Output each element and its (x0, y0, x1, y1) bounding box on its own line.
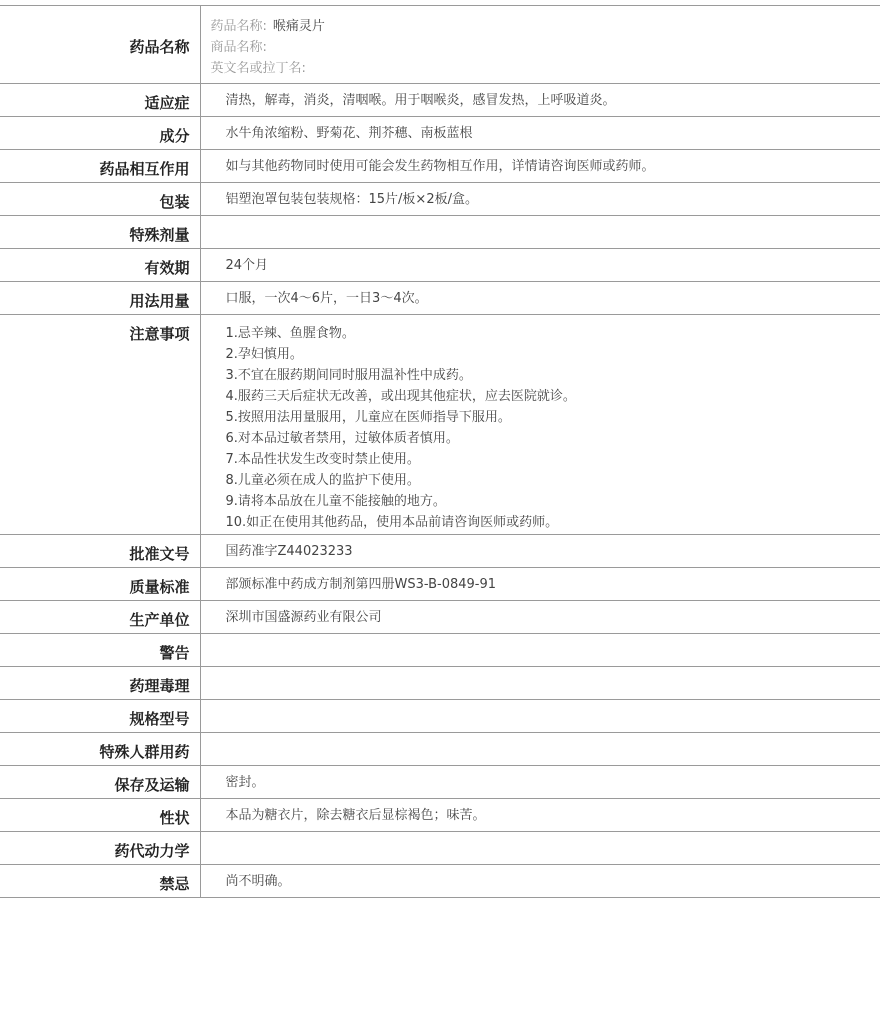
value-indications: 清热，解毒，消炎，清咽喉。用于咽喉炎，感冒发热，上呼吸道炎。 (200, 84, 880, 117)
drug-spec-table (0, 5, 880, 898)
value-drug-name (200, 6, 880, 84)
label-special-dosage: 特殊剂量 (0, 216, 200, 249)
precaution-item: 8.儿童必须在成人的监护下使用。 (225, 473, 420, 488)
value-description: 本品为糖衣片，除去糖衣后显棕褐色；味苦。 (200, 799, 880, 832)
value-manufacturer: 深圳市国盛源药业有限公司 (200, 601, 880, 634)
precaution-item: 1.忌辛辣、鱼腥食物。 (225, 326, 355, 341)
trade-name-label: 商品名称: (210, 40, 267, 55)
row-description (0, 799, 880, 832)
row-ingredients (0, 117, 880, 150)
row-drug-name (0, 6, 880, 84)
label-packaging: 包装 (0, 183, 200, 216)
label-manufacturer: 生产单位 (0, 601, 200, 634)
precautions-list (226, 323, 880, 533)
label-usage: 用法用量 (0, 282, 200, 315)
value-pharmacokinetics (200, 832, 880, 865)
row-warning (0, 634, 880, 667)
label-warning: 警告 (0, 634, 200, 667)
label-spec-model: 规格型号 (0, 700, 200, 733)
value-spec-model (200, 700, 880, 733)
value-special-population (200, 733, 880, 766)
value-toxicology (200, 667, 880, 700)
value-special-dosage (200, 216, 880, 249)
value-contraindications: 尚不明确。 (200, 865, 880, 898)
generic-name-label: 药品名称: (210, 19, 267, 34)
label-storage: 保存及运输 (0, 766, 200, 799)
row-spec-model (0, 700, 880, 733)
label-ingredients: 成分 (0, 117, 200, 150)
label-drug-name: 药品名称 (0, 6, 200, 84)
precaution-item: 2.孕妇慎用。 (225, 347, 303, 362)
label-indications: 适应症 (0, 84, 200, 117)
label-pharmacokinetics: 药代动力学 (0, 832, 200, 865)
row-pharmacokinetics (0, 832, 880, 865)
row-special-dosage (0, 216, 880, 249)
label-description: 性状 (0, 799, 200, 832)
label-contraindications: 禁忌 (0, 865, 200, 898)
latin-name-label: 英文名或拉丁名: (210, 61, 306, 76)
row-packaging (0, 183, 880, 216)
precaution-item: 4.服药三天后症状无改善，或出现其他症状，应去医院就诊。 (225, 389, 576, 404)
value-interactions: 如与其他药物同时使用可能会发生药物相互作用，详情请咨询医师或药师。 (200, 150, 880, 183)
row-storage (0, 766, 880, 799)
precaution-item: 3.不宜在服药期间同时服用温补性中成药。 (225, 368, 472, 383)
precaution-item: 10.如正在使用其他药品，使用本品前请咨询医师或药师。 (225, 515, 559, 530)
label-standard: 质量标准 (0, 568, 200, 601)
precaution-item: 7.本品性状发生改变时禁止使用。 (225, 452, 420, 467)
value-standard: 部颁标准中药成方制剂第四册WS3-B-0849-91 (200, 568, 880, 601)
value-ingredients: 水牛角浓缩粉、野菊花、荆芥穗、南板蓝根 (200, 117, 880, 150)
value-validity: 24个月 (200, 249, 880, 282)
value-warning (200, 634, 880, 667)
value-approval: 国药准字Z44023233 (200, 535, 880, 568)
row-indications (0, 84, 880, 117)
value-packaging: 铝塑泡罩包装包装规格：15片/板×2板/盒。 (200, 183, 880, 216)
row-standard (0, 568, 880, 601)
row-toxicology (0, 667, 880, 700)
label-approval: 批准文号 (0, 535, 200, 568)
row-approval (0, 535, 880, 568)
row-contraindications (0, 865, 880, 898)
label-special-population: 特殊人群用药 (0, 733, 200, 766)
row-special-population (0, 733, 880, 766)
row-manufacturer (0, 601, 880, 634)
row-precautions (0, 315, 880, 535)
row-usage (0, 282, 880, 315)
label-precautions: 注意事项 (0, 315, 200, 535)
row-interactions (0, 150, 880, 183)
value-precautions (200, 315, 880, 535)
label-validity: 有效期 (0, 249, 200, 282)
value-usage: 口服，一次4～6片，一日3～4次。 (200, 282, 880, 315)
label-toxicology: 药理毒理 (0, 667, 200, 700)
value-storage: 密封。 (200, 766, 880, 799)
precaution-item: 5.按照用法用量服用，儿童应在医师指导下服用。 (225, 410, 511, 425)
precaution-item: 6.对本品过敏者禁用，过敏体质者慎用。 (225, 431, 459, 446)
precaution-item: 9.请将本品放在儿童不能接触的地方。 (225, 494, 446, 509)
row-validity (0, 249, 880, 282)
label-interactions: 药品相互作用 (0, 150, 200, 183)
generic-name-value: 喉痛灵片 (272, 19, 325, 34)
